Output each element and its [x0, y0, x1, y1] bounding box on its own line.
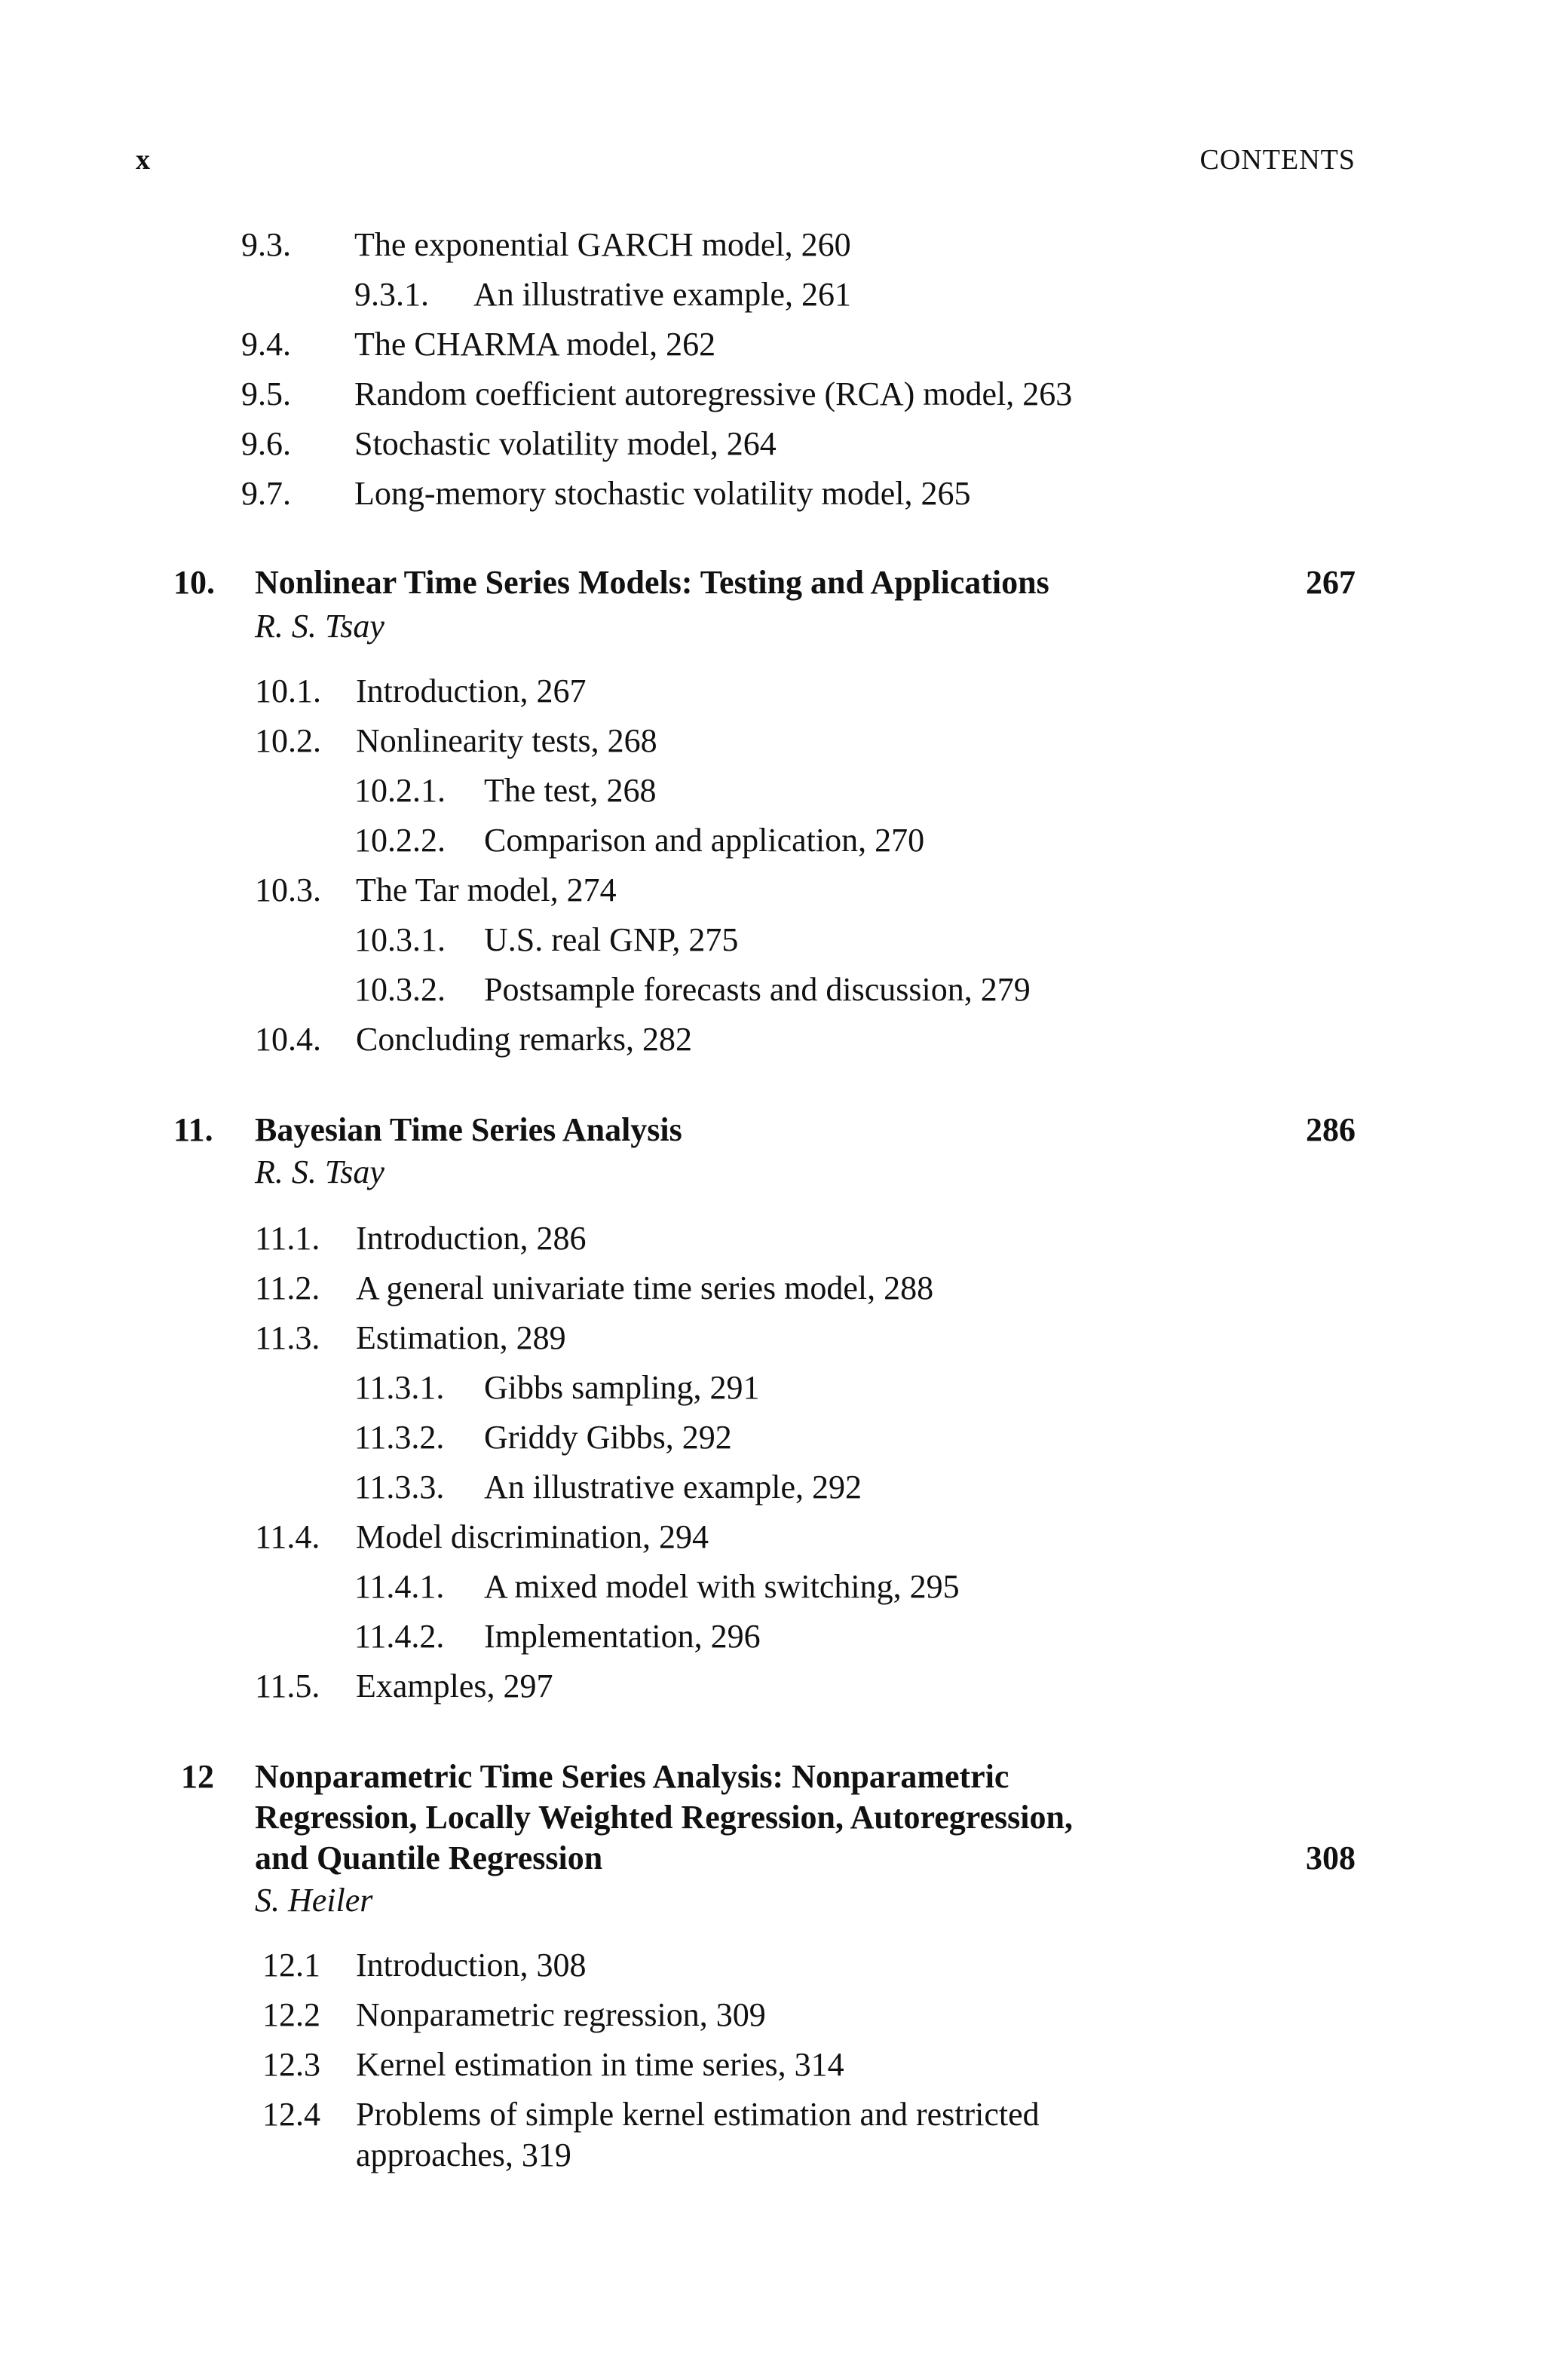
- subsection-number: 11.3.3.: [354, 1469, 445, 1505]
- section-number: 11.2.: [255, 1270, 320, 1306]
- subsection-number: 10.3.1.: [354, 921, 446, 958]
- subsection-title: Postsample forecasts and discussion, 279: [484, 971, 1031, 1008]
- running-title: CONTENTS: [1199, 144, 1356, 176]
- toc-entry: [255, 1518, 709, 1556]
- toc-entry: [255, 722, 657, 760]
- section-number: 11.4.: [255, 1518, 320, 1555]
- toc-entry: [255, 672, 587, 710]
- toc-entry: [354, 772, 657, 810]
- chapter-number: 12: [181, 1758, 214, 1795]
- section-number: 10.3.: [255, 871, 321, 908]
- chapter-title-line-2: Regression, Locally Weighted Regression, Autoregression,: [255, 1799, 1073, 1836]
- subsection-title: A mixed model with switching, 295: [484, 1568, 960, 1605]
- toc-entry: [255, 871, 617, 909]
- chapter-author: R. S. Tsay: [255, 1153, 384, 1190]
- chapter-title: Nonlinear Time Series Models: Testing and Applications: [255, 564, 1049, 601]
- subsection-title: An illustrative example, 292: [484, 1469, 862, 1505]
- chapter-title-line-1: Nonparametric Time Series Analysis: Nonparametric: [255, 1758, 1009, 1795]
- section-title: Long-memory stochastic volatility model, 265: [354, 475, 971, 512]
- toc-entry: [354, 1568, 960, 1606]
- toc-entry: [354, 971, 1031, 1009]
- section-number: 10.2.: [255, 722, 321, 759]
- subsection-title: Gibbs sampling, 291: [484, 1369, 760, 1406]
- section-number: 11.1.: [255, 1220, 320, 1257]
- subsection-title: An illustrative example, 261: [473, 276, 851, 313]
- toc-entry: [354, 1618, 761, 1656]
- section-number: 12.3: [262, 2046, 320, 2083]
- toc-entry: [241, 226, 851, 264]
- toc-entry: [354, 1369, 759, 1407]
- section-title: Kernel estimation in time series, 314: [356, 2046, 844, 2083]
- chapter-page: 308: [1306, 1839, 1356, 1876]
- section-title: Model discrimination, 294: [356, 1518, 709, 1555]
- section-title: The CHARMA model, 262: [354, 326, 716, 363]
- subsection-title: Comparison and application, 270: [484, 822, 925, 859]
- toc-entry: [262, 1996, 766, 2034]
- page-numeral: x: [136, 144, 150, 176]
- subsection-title: Implementation, 296: [484, 1618, 761, 1655]
- chapter-author: S. Heiler: [255, 1882, 373, 1919]
- section-title: A general univariate time series model, 288: [356, 1270, 934, 1306]
- section-number: 12.2: [262, 1996, 320, 2033]
- section-title: Random coefficient autoregressive (RCA) model, 263: [354, 375, 1073, 412]
- toc-entry: [262, 1947, 587, 1984]
- toc-entry: [262, 2046, 844, 2084]
- chapter-page: 286: [1306, 1111, 1356, 1148]
- toc-entry: [255, 1220, 587, 1257]
- toc-entry: [255, 1319, 566, 1357]
- section-title-line-1: Problems of simple kernel estimation and restricted: [356, 2096, 1040, 2133]
- toc-entry: [354, 1419, 732, 1456]
- section-title: Nonlinearity tests, 268: [356, 722, 657, 759]
- toc-entry: [354, 921, 738, 959]
- section-number: 12.1: [262, 1947, 320, 1983]
- section-title: Examples, 297: [356, 1668, 553, 1705]
- subsection-title: Griddy Gibbs, 292: [484, 1419, 732, 1456]
- subsection-title: The test, 268: [484, 772, 657, 809]
- section-number: 11.5.: [255, 1668, 320, 1705]
- toc-entry: [354, 822, 924, 859]
- subsection-number: 9.3.1.: [354, 276, 429, 313]
- toc-entry: [241, 475, 971, 513]
- section-title: The exponential GARCH model, 260: [354, 226, 851, 263]
- toc-entry: [241, 326, 715, 363]
- section-number: 10.4.: [255, 1021, 321, 1058]
- section-title-line-2: approaches, 319: [356, 2136, 571, 2173]
- toc-entry: [255, 1021, 692, 1058]
- section-number: 9.4.: [241, 326, 291, 363]
- subsection-number: 11.4.1.: [354, 1568, 445, 1605]
- toc-entry: [354, 276, 851, 314]
- toc-entry: [241, 375, 1072, 413]
- chapter-page: 267: [1306, 564, 1356, 601]
- section-title: Introduction, 308: [356, 1947, 587, 1983]
- chapter-number: 10.: [173, 564, 215, 601]
- section-number: 11.3.: [255, 1319, 320, 1356]
- chapter-author: R. S. Tsay: [255, 608, 384, 645]
- subsection-number: 11.4.2.: [354, 1618, 445, 1655]
- toc-entry: [241, 425, 777, 463]
- section-title: Estimation, 289: [356, 1319, 566, 1356]
- subsection-number: 11.3.2.: [354, 1419, 445, 1456]
- section-number: 9.5.: [241, 375, 291, 412]
- toc-entry: [255, 1668, 553, 1705]
- subsection-title: U.S. real GNP, 275: [484, 921, 739, 958]
- toc-entry: [255, 1270, 933, 1307]
- section-title: Nonparametric regression, 309: [356, 1996, 766, 2033]
- chapter-heading: [181, 1758, 1009, 1796]
- section-title: Introduction, 267: [356, 672, 587, 709]
- section-title: Introduction, 286: [356, 1220, 587, 1257]
- section-number: 9.3.: [241, 226, 291, 263]
- section-title: Concluding remarks, 282: [356, 1021, 693, 1058]
- chapter-title: Bayesian Time Series Analysis: [255, 1111, 682, 1148]
- section-number: 9.7.: [241, 475, 291, 512]
- chapter-title-line-3: and Quantile Regression: [255, 1839, 603, 1876]
- section-number: 9.6.: [241, 425, 291, 462]
- subsection-number: 11.3.1.: [354, 1369, 445, 1406]
- section-number: 10.1.: [255, 672, 321, 709]
- chapter-number: 11.: [173, 1111, 213, 1148]
- section-title: Stochastic volatility model, 264: [354, 425, 777, 462]
- subsection-number: 10.2.1.: [354, 772, 446, 809]
- section-number: 12.4: [262, 2096, 320, 2133]
- subsection-number: 10.3.2.: [354, 971, 446, 1008]
- chapter-heading: [173, 1111, 682, 1149]
- toc-entry: [354, 1469, 862, 1506]
- chapter-heading: [173, 564, 1049, 602]
- section-title: The Tar model, 274: [356, 871, 617, 908]
- subsection-number: 10.2.2.: [354, 822, 446, 859]
- toc-entry: [262, 2096, 1040, 2133]
